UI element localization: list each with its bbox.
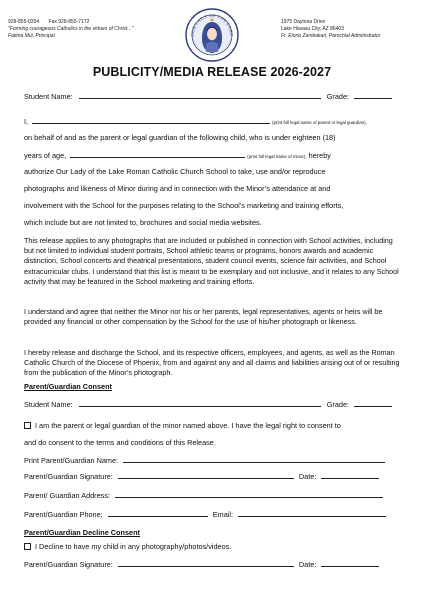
decline-heading: Parent/Guardian Decline Consent (24, 528, 140, 537)
signature-date-label: Date: (298, 472, 317, 481)
print-name-field[interactable] (123, 455, 385, 463)
phone-field[interactable] (108, 509, 208, 517)
consent-checkbox-text: I am the parent or legal guardian of the minor named above. I have the legal right to consent to (35, 421, 341, 430)
release-scope-paragraph: This release applies to any photographs that are included or published in connection with School activities, including but not limited to individual student portraits, School athletic teams or programs, honors awards and academic distinction, School concerts and theatrical presentations, student council events, science fair activities, and School extracurricular clubs. I understand that this list is meant to be exemplary and not inclusive, and it relates to any School activity that may be featured in the School marketing and training efforts. (24, 236, 399, 286)
address-line-1: 1975 Daytona Drive (281, 19, 326, 25)
seal-text: OUR LADY OF THE LAKE (189, 12, 235, 37)
i-label: I, (24, 117, 29, 126)
email-label: Email: (212, 510, 234, 519)
page-title: PUBLICITY/MEDIA RELEASE 2026-2027 (92, 65, 332, 79)
minor-name-note: (print full legal name of minor), (247, 154, 307, 159)
print-name-row (24, 455, 385, 466)
minor-name-field[interactable] (70, 150, 245, 158)
grade-field[interactable] (354, 91, 392, 99)
decline-signature-row (24, 559, 379, 570)
signature-date-field[interactable] (321, 471, 379, 479)
school-seal-logo (185, 8, 239, 62)
parent-name-field[interactable] (32, 116, 270, 124)
phone-email-row (24, 509, 386, 520)
grade-label: Grade: (326, 92, 350, 101)
signature-label: Parent/Guardian Signature: (24, 472, 113, 481)
hereby-text: hereby (308, 151, 331, 160)
student-name-label: Student Name: (24, 92, 73, 101)
decline-checkbox-row (24, 542, 231, 552)
fax-number: Fax 928-855-7172 (48, 19, 90, 25)
intro-line-5: photographs and likeness of Minor during and in connection with the Minor’s attendance at and (24, 184, 331, 193)
consent-student-row (24, 399, 392, 410)
school-contact-block (8, 19, 133, 40)
school-motto: "Forming courageous Catholics in the virtues of Christ..." (8, 26, 134, 32)
phone-label: Parent/Guardian Phone: (24, 510, 103, 519)
student-name-row (24, 91, 392, 102)
decline-signature-field[interactable] (118, 559, 294, 567)
consent-student-name-field[interactable] (79, 399, 321, 407)
liability-paragraph: I hereby release and discharge the School, and its respective officers, employees, and agents, as well as the Roman Catholic Church of the Diocese of Phoenix, from and against any and all claims and liabilities arising out of or resulting from the publication of the Minor’s photograph. (24, 348, 400, 378)
administrator-name: Fr. Elorio Zambakari, Parochial Administrator (281, 33, 381, 39)
consent-grade-field[interactable] (354, 399, 392, 407)
intro-line-2: on behalf of and as the parent or legal guardian of the following child, who is under eighteen (18) (24, 133, 336, 142)
intro-line-3 (24, 150, 331, 162)
decline-checkbox[interactable] (24, 543, 31, 550)
parent-name-note: (print full legal name of parent or legal guardian), (272, 120, 367, 125)
years-label: years of age, (24, 151, 67, 160)
email-field[interactable] (238, 509, 386, 517)
consent-checkbox[interactable] (24, 422, 31, 429)
address-field[interactable] (115, 490, 383, 498)
decline-signature-label: Parent/Guardian Signature: (24, 560, 113, 569)
intro-line-6: involvement with the School for the purposes relating to the School’s marketing and training efforts, (24, 201, 344, 210)
student-name-field[interactable] (79, 91, 321, 99)
decline-date-field[interactable] (321, 559, 379, 567)
consent-student-name-label: Student Name: (24, 400, 73, 409)
consent-heading: Parent/Guardian Consent (24, 382, 112, 391)
decline-checkbox-text: I Decline to have my child in any photography/photos/videos. (35, 542, 232, 551)
decline-date-label: Date: (298, 560, 317, 569)
intro-line-7: which include but are not limited to, brochures and social media websites. (24, 218, 262, 227)
phone-number: 928-855-0354 (8, 19, 40, 25)
consent-grade-label: Grade: (326, 400, 350, 409)
address-line-2: Lake Havasu City, AZ 86403 (281, 26, 344, 32)
consent-checkbox-text-2: and do consent to the terms and conditions of this Release. (24, 438, 216, 447)
address-label: Parent/ Guardian Address: (24, 491, 110, 500)
address-row (24, 490, 383, 501)
signature-row (24, 471, 379, 482)
intro-line-1 (24, 116, 367, 128)
compensation-paragraph: I understand and agree that neither the Minor nor his or her parents, legal representatives, agents or heirs will be provided any financial or other compensation by the School for the use of his/her photograph or likeness. (24, 307, 383, 327)
principal-name: Fatima Mui, Principal (8, 33, 55, 39)
parish-address-block (281, 19, 380, 40)
intro-line-4: authorize Our Lady of the Lake Roman Catholic Church School to take, use and/or reproduce (24, 167, 326, 176)
signature-field[interactable] (118, 471, 294, 479)
print-name-label: Print Parent/Guardian Name: (24, 456, 119, 465)
consent-checkbox-row (24, 421, 341, 431)
